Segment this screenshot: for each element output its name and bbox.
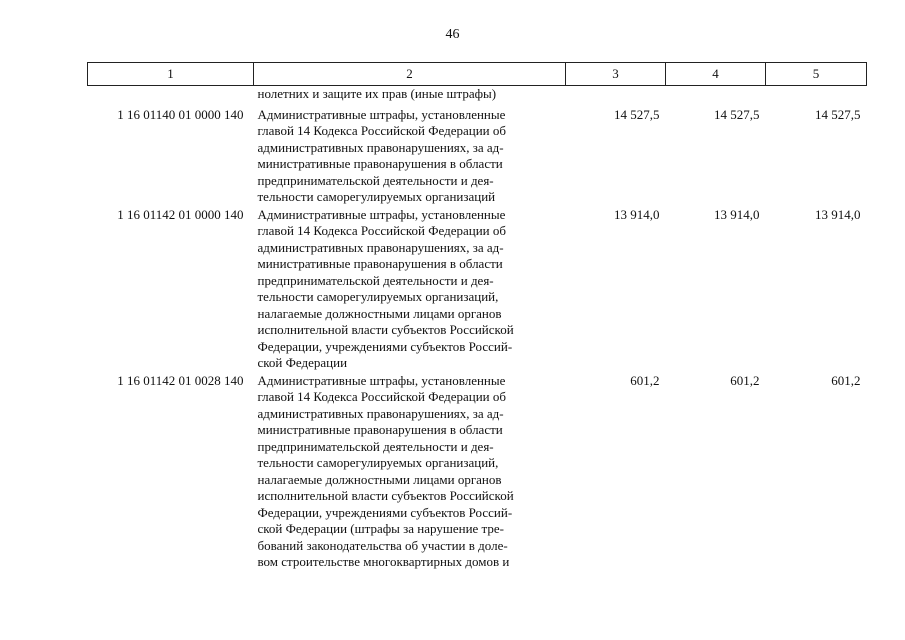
description-line: министративные правонарушения в области bbox=[257, 156, 503, 171]
description-line: Федерации, учреждениями субъектов Россий- bbox=[257, 504, 513, 520]
value-col-3: 601,2 bbox=[630, 372, 660, 388]
value-col-3: 13 914,0 bbox=[614, 206, 660, 222]
description-line: главой 14 Кодекса Российской Федерации об bbox=[257, 389, 506, 404]
description-line: ской Федерации (штрафы за нарушение тре- bbox=[257, 521, 504, 536]
table-row bbox=[88, 373, 867, 572]
description-line: ской Федерации bbox=[257, 355, 348, 370]
budget-code: 1 16 01142 01 0000 140 bbox=[117, 206, 244, 222]
description-line: главой 14 Кодекса Российской Федерации об bbox=[257, 223, 506, 238]
table-row bbox=[88, 107, 867, 207]
value-col-5: 13 914,0 bbox=[815, 206, 861, 222]
table-header-row bbox=[88, 63, 867, 86]
header-col-4: 4 bbox=[666, 63, 766, 86]
value-col-5: 14 527,5 bbox=[815, 106, 861, 122]
description-line: министративные правонарушения в области bbox=[257, 256, 503, 271]
table-row bbox=[88, 207, 867, 373]
continuation-row bbox=[88, 86, 867, 107]
header-col-1: 1 bbox=[88, 63, 254, 86]
description-line: тельности саморегулируемых организаций, bbox=[257, 455, 499, 470]
continuation-text: нолетних и защите их прав (иные штрафы) bbox=[257, 86, 497, 101]
description-line: предпринимательской деятельности и дея- bbox=[257, 172, 494, 188]
description-line: предпринимательской деятельности и дея- bbox=[257, 272, 494, 288]
value-col-4: 14 527,5 bbox=[714, 106, 760, 122]
description-line: налагаемые должностными лицами органов bbox=[257, 471, 502, 487]
row-description bbox=[254, 373, 566, 572]
description-line: главой 14 Кодекса Российской Федерации об bbox=[257, 123, 506, 138]
value-col-5: 601,2 bbox=[831, 372, 861, 388]
header-col-5: 5 bbox=[766, 63, 867, 86]
row-description bbox=[254, 207, 566, 373]
description-line: административных правонарушениях, за ад- bbox=[257, 139, 504, 155]
description-line: Административные штрафы, установленные bbox=[257, 372, 506, 388]
description-line: тельности саморегулируемых организаций bbox=[257, 189, 496, 204]
description-line: бований законодательства об участии в доле- bbox=[257, 537, 508, 553]
budget-table bbox=[87, 62, 867, 572]
budget-code: 1 16 01142 01 0028 140 bbox=[117, 372, 244, 388]
header-col-3: 3 bbox=[566, 63, 666, 86]
page-number: 46 bbox=[445, 27, 460, 42]
description-line: Административные штрафы, установленные bbox=[257, 106, 506, 122]
description-line: административных правонарушениях, за ад- bbox=[257, 239, 504, 255]
description-line: Административные штрафы, установленные bbox=[257, 206, 506, 222]
header-col-2: 2 bbox=[254, 63, 566, 86]
value-col-3: 14 527,5 bbox=[614, 106, 660, 122]
description-line: министративные правонарушения в области bbox=[257, 422, 503, 437]
description-line: налагаемые должностными лицами органов bbox=[257, 305, 502, 321]
description-line: исполнительной власти субъектов Российской bbox=[257, 488, 514, 503]
value-col-4: 601,2 bbox=[730, 372, 760, 388]
value-col-4: 13 914,0 bbox=[714, 206, 760, 222]
description-line: административных правонарушениях, за ад- bbox=[257, 405, 504, 421]
row-description bbox=[254, 107, 566, 207]
budget-code: 1 16 01140 01 0000 140 bbox=[117, 106, 244, 122]
description-line: исполнительной власти субъектов Российской bbox=[257, 322, 514, 337]
description-line: вом строительстве многоквартирных домов и bbox=[257, 554, 510, 569]
description-line: тельности саморегулируемых организаций, bbox=[257, 289, 499, 304]
description-line: предпринимательской деятельности и дея- bbox=[257, 438, 494, 454]
description-line: Федерации, учреждениями субъектов Россий- bbox=[257, 338, 513, 354]
